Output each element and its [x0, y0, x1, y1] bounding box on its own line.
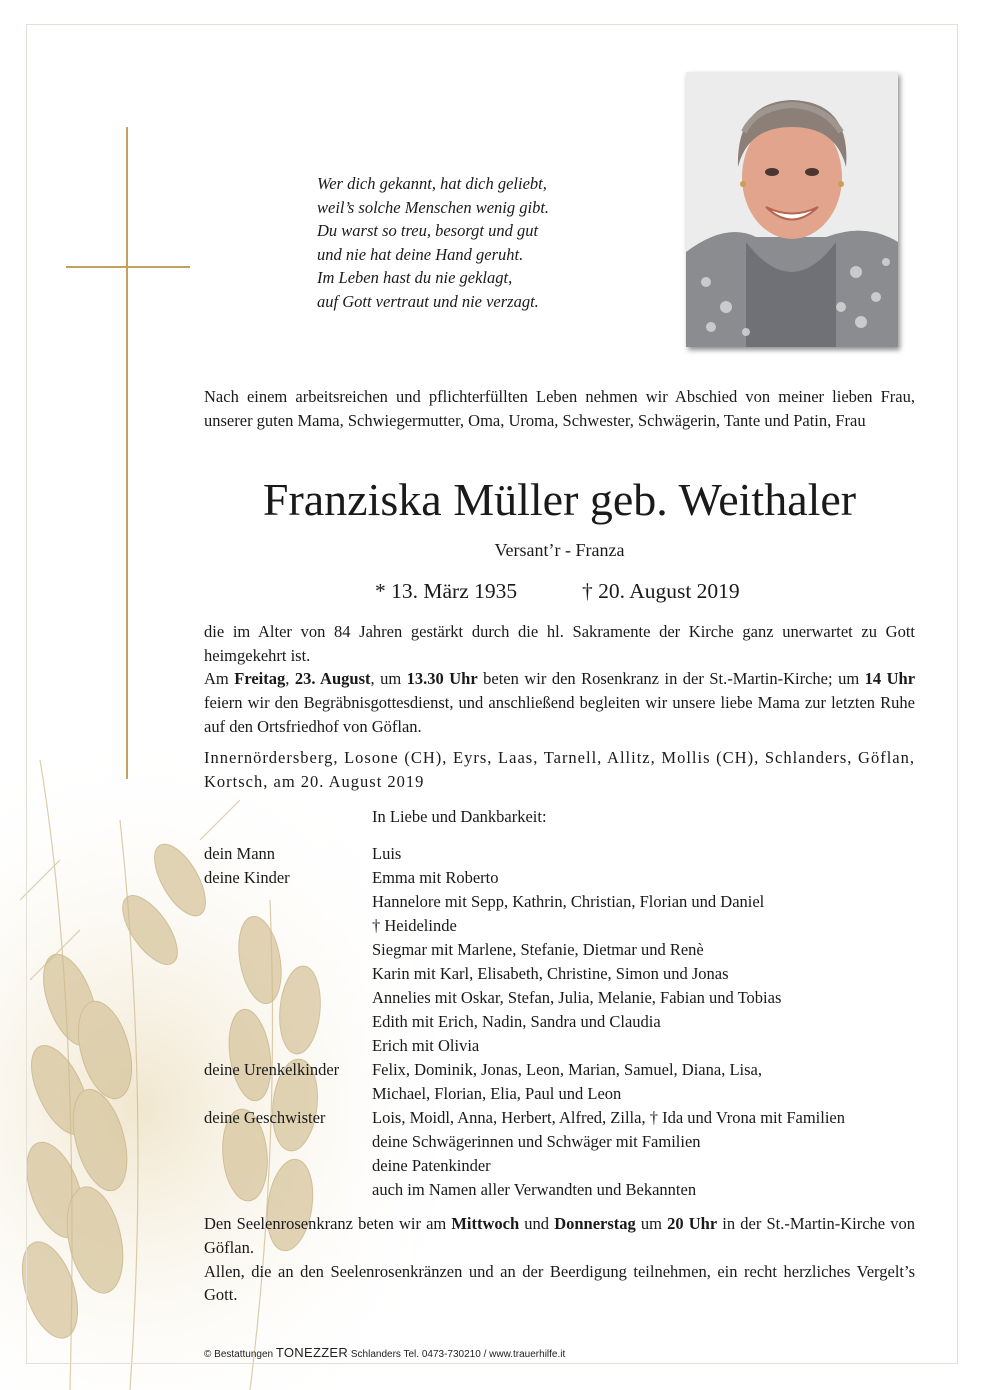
rosary-day: Mittwoch: [451, 1214, 520, 1233]
rosary-text: um: [635, 1214, 668, 1233]
poem-line: weil’s solche Menschen wenig gibt.: [317, 197, 550, 217]
funeral-text: ,: [285, 669, 295, 688]
funeral-date: 23. August: [294, 669, 371, 688]
rosary-text: in der St.-Martin-Kirche von Göflan.: [204, 1214, 915, 1257]
thanks-text: Allen, die an den Seelenrosenkränzen und an der Beerdigung teilnehmen, ein recht herzliches Vergelt’s Gott.: [204, 1261, 915, 1305]
family-line: deine Patenkinder: [372, 1156, 491, 1175]
family-line: Erich mit Olivia: [372, 1036, 480, 1055]
funeral-paragraph: [204, 667, 915, 738]
rosary-announcement: [204, 1212, 915, 1260]
family-line: Luis: [372, 844, 402, 863]
funeral-day: Freitag: [234, 669, 286, 688]
family-label-husband: dein Mann: [204, 844, 276, 863]
cross-icon-horizontal: [66, 266, 190, 268]
nickname: Versant’r - Franza: [494, 540, 625, 560]
love-line: In Liebe und Dankbarkeit:: [372, 807, 547, 826]
footer-suffix: Schlanders Tel. 0473-730210 / www.trauerhilfe.it: [348, 1349, 566, 1360]
family-label-children: deine Kinder: [204, 868, 290, 887]
portrait-photo: [686, 72, 898, 347]
poem-line: Im Leben hast du nie geklagt,: [317, 268, 513, 288]
poem-line: Du warst so treu, besorgt und gut: [317, 221, 539, 241]
family-line: Michael, Florian, Elia, Paul und Leon: [372, 1084, 622, 1103]
death-date: † 20. August 2019: [582, 579, 740, 603]
rosary-time: 20 Uhr: [667, 1214, 718, 1233]
family-line: Karin mit Karl, Elisabeth, Christine, Simon und Jonas: [372, 964, 729, 983]
funeral-text: , um: [370, 669, 407, 688]
family-line: deine Schwägerinnen und Schwäger mit Familien: [372, 1132, 701, 1151]
family-line: Annelies mit Oskar, Stefan, Julia, Melanie, Fabian und Tobias: [372, 988, 782, 1007]
intro-paragraph: Nach einem arbeitsreichen und pflichterfüllten Leben nehmen wir Abschied von meiner lieben Frau, unserer guten Mama, Schwiegermutter, Oma, Uroma, Schwester, Schwägerin, Tante und Patin, Frau: [204, 387, 915, 430]
poem-line: und nie hat deine Hand geruht.: [317, 244, 524, 264]
deceased-name: Franziska Müller geb. Weithaler: [262, 474, 857, 525]
poem-line: auf Gott vertraut und nie verzagt.: [317, 291, 539, 311]
footer-credit: [204, 1346, 565, 1362]
age-paragraph: die im Alter von 84 Jahren gestärkt durch die hl. Sakramente der Kirche ganz unerwartet zu Gott heimgekehrt ist.: [204, 622, 915, 665]
birth-date: * 13. März 1935: [375, 579, 518, 603]
family-line: Edith mit Erich, Nadin, Sandra und Claudia: [372, 1012, 661, 1031]
memorial-poem: [317, 172, 617, 314]
poem-line: Wer dich gekannt, hat dich geliebt,: [317, 174, 547, 193]
rosary-time: 13.30 Uhr: [406, 669, 478, 688]
rosary-text: Den Seelenrosenkranz beten wir am: [204, 1214, 452, 1233]
rosary-text: und: [519, 1214, 555, 1233]
family-line: Emma mit Roberto: [372, 868, 499, 887]
footer-brand: TONEZZER: [275, 1345, 349, 1360]
family-line: † Heidelinde: [372, 916, 457, 935]
family-label-siblings: deine Geschwister: [204, 1108, 326, 1127]
cross-icon-vertical: [126, 127, 128, 779]
family-label-great-grandchildren: deine Urenkelkinder: [204, 1060, 340, 1079]
mass-time: 14 Uhr: [864, 669, 916, 688]
rosary-day: Donnerstag: [554, 1214, 636, 1233]
footer-prefix: © Bestattungen: [204, 1349, 276, 1360]
family-line: Felix, Dominik, Jonas, Leon, Marian, Samuel, Diana, Lisa,: [372, 1060, 762, 1079]
family-line: Siegmar mit Marlene, Stefanie, Dietmar und Renè: [372, 940, 704, 959]
family-line: Lois, Moidl, Anna, Herbert, Alfred, Zilla, † Ida und Vrona mit Familien: [372, 1108, 845, 1127]
rosary-paragraph: [204, 1212, 915, 1307]
funeral-text: Am: [204, 669, 235, 688]
funeral-text: beten wir den Rosenkranz in der St.-Martin-Kirche; um: [477, 669, 865, 688]
family-line: Hannelore mit Sepp, Kathrin, Christian, Florian und Daniel: [372, 892, 765, 911]
places-paragraph: Innernördersberg, Losone (CH), Eyrs, Laas, Tarnell, Allitz, Mollis (CH), Schlanders, Göflan, Kortsch, am 20. August 2019: [204, 748, 915, 791]
funeral-text: feiern wir den Begräbnisgottesdienst, und anschließend begleiten wir unsere liebe Mama zur letzten Ruhe auf den Ortsfriedhof von Göflan.: [204, 692, 915, 736]
family-line: auch im Namen aller Verwandten und Bekannten: [372, 1180, 697, 1199]
